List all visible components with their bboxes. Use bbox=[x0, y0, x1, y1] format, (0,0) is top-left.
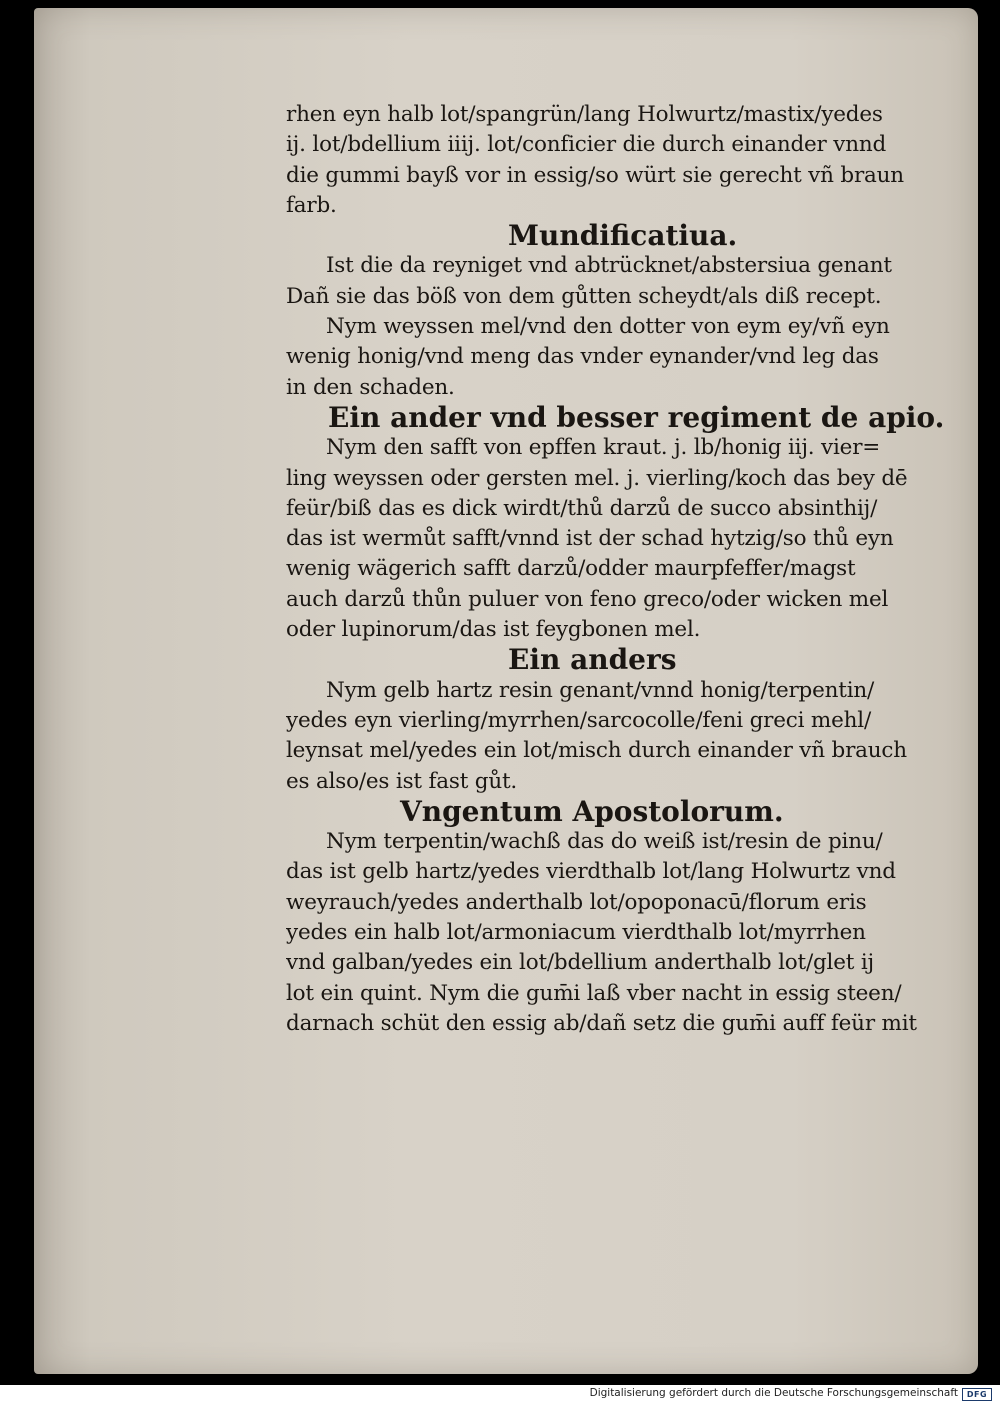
text-line: ling weyssen oder gersten mel. j. vierling/koch das bey dē bbox=[286, 465, 908, 491]
text-line: feür/biß das es dick wirdt/thů darzů de succo absinthij/ bbox=[286, 495, 878, 521]
text-line: leynsat mel/yedes ein lot/misch durch einander vñ brauch bbox=[286, 738, 907, 764]
text-line: wenig wägerich safft darzů/odder maurpfeffer/magst bbox=[286, 556, 856, 582]
text-line: das ist wermůt safft/vnnd ist der schad hytzig/so thů eyn bbox=[286, 526, 894, 552]
text-line: es also/es ist fast gůt. bbox=[286, 768, 518, 794]
funding-credit: Digitalisierung gefördert durch die Deutsche Forschungsgemeinschaft bbox=[589, 1387, 958, 1399]
text-line: vnd galban/yedes ein lot/bdellium anderthalb lot/glet ij bbox=[286, 950, 874, 976]
text-line: ij. lot/bdellium iiij. lot/conficier die durch einander vnnd bbox=[286, 132, 887, 158]
text-line: die gummi bayß vor in essig/so würt sie gerecht vñ braun bbox=[286, 162, 904, 188]
dfg-logo: DFG bbox=[962, 1388, 992, 1401]
text-line: farb. bbox=[286, 192, 337, 218]
text-line: weyrauch/yedes anderthalb lot/opoponacū/florum eris bbox=[286, 889, 867, 915]
text-line: Ist die da reyniget vnd abtrücknet/abstersiua genant bbox=[326, 253, 892, 279]
text-line: yedes ein halb lot/armoniacum vierdthalb lot/myrrhen bbox=[286, 920, 866, 946]
text-line: oder lupinorum/das ist feygbonen mel. bbox=[286, 617, 701, 643]
text-line: Dañ sie das böß von dem gůtten scheydt/als diß recept. bbox=[286, 283, 882, 309]
text-line: rhen eyn halb lot/spangrün/lang Holwurtz/mastix/yedes bbox=[286, 102, 883, 127]
section-heading: Mundificatiua. bbox=[508, 221, 738, 252]
section-heading: Vngentum Apostolorum. bbox=[400, 796, 784, 828]
text-line: das ist gelb hartz/yedes vierdthalb lot/lang Holwurtz vnd bbox=[286, 859, 896, 885]
text-line: auch darzů thůn puluer von feno greco/oder wicken mel bbox=[286, 586, 889, 612]
text-line: yedes eyn vierling/myrrhen/sarcocolle/feni greci mehl/ bbox=[286, 707, 872, 733]
footer-bar bbox=[0, 1385, 1000, 1404]
section-heading: Ein anders bbox=[508, 645, 677, 676]
text-line: Nym den safft von epffen kraut. j. lb/honig iij. vier= bbox=[326, 435, 881, 461]
text-line: Nym weyssen mel/vnd den dotter von eym ey/vñ eyn bbox=[326, 314, 890, 340]
page-text bbox=[286, 100, 956, 1039]
text-line: darnach schüt den essig ab/dañ setz die gum̄i auff feür mit bbox=[286, 1010, 917, 1036]
text-line: in den schaden. bbox=[286, 374, 455, 400]
text-line: lot ein quint. Nym die gum̄i laß vber nacht in essig steen/ bbox=[286, 980, 902, 1006]
section-heading: Ein ander vnd besser regiment de apio. bbox=[328, 402, 945, 434]
text-line: Nym gelb hartz resin genant/vnnd honig/terpentin/ bbox=[326, 677, 875, 703]
text-line: wenig honig/vnd meng das vnder eynander/vnd leg das bbox=[286, 344, 879, 370]
text-line: Nym terpentin/wachß das do weiß ist/resin de pinu/ bbox=[326, 829, 883, 855]
